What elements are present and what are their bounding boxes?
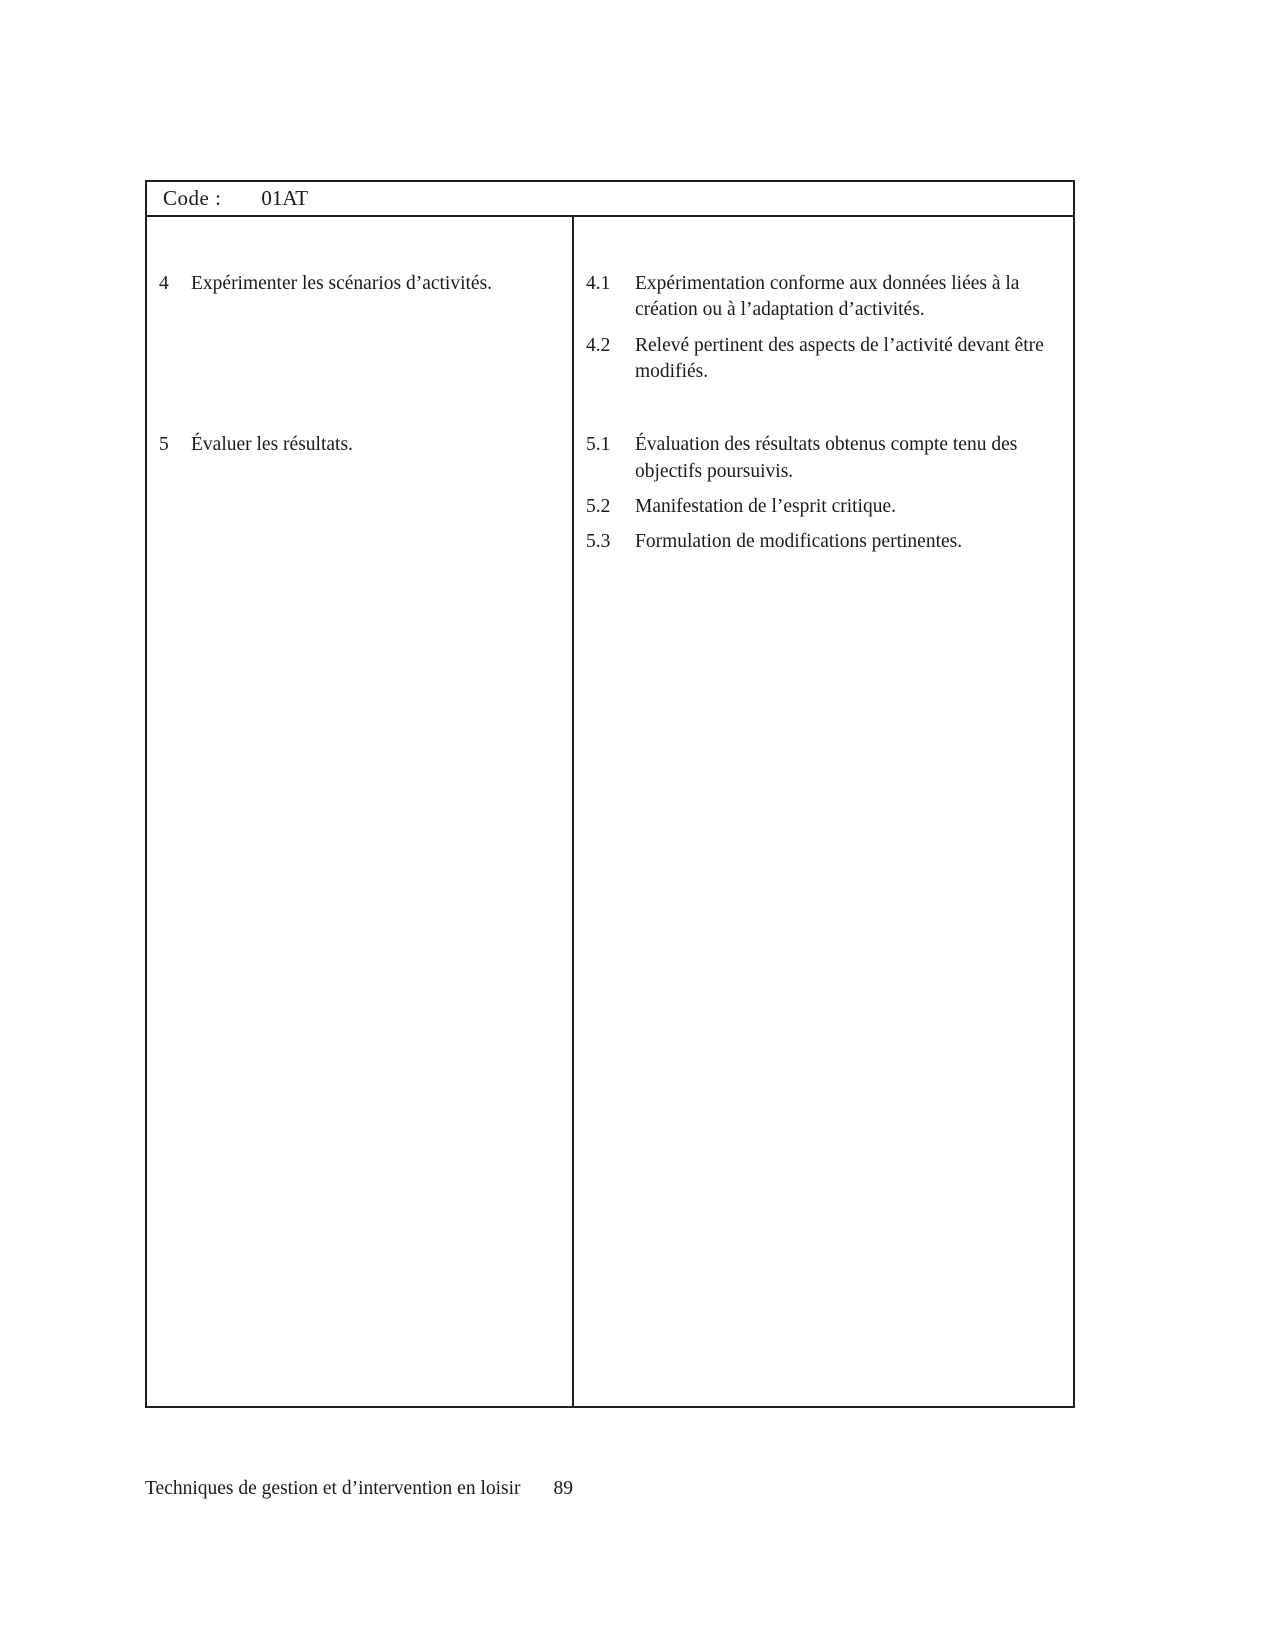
criterion-number: 5.1	[586, 434, 611, 456]
code-value: 01AT	[261, 186, 309, 210]
objective-row-4	[147, 271, 1073, 394]
column-divider	[572, 217, 574, 1406]
criterion-number: 4.1	[586, 273, 611, 294]
page-footer	[145, 1478, 573, 1500]
criterion-text: Formulation de modifications pertinentes.	[635, 531, 963, 553]
objective-number: 5	[159, 434, 169, 456]
objective-cell	[147, 432, 572, 458]
criteria-cell	[572, 432, 1073, 564]
objective-number: 4	[159, 273, 169, 294]
criterion-item	[586, 529, 1059, 555]
objective-cell	[147, 271, 572, 297]
criterion-number: 4.2	[586, 334, 611, 356]
objective-text: Évaluer les résultats.	[191, 434, 353, 456]
criterion-item	[586, 432, 1059, 485]
competency-table	[145, 180, 1075, 1408]
objective-row-5	[147, 432, 1073, 564]
criterion-text: Évaluation des résultats obtenus compte tenu des objectifs poursuivis.	[635, 434, 1018, 482]
criterion-number: 5.3	[586, 531, 611, 553]
objective-text: Expérimenter les scénarios d’activités.	[191, 273, 493, 294]
table-body	[147, 217, 1073, 1406]
criterion-item	[586, 494, 1059, 520]
criterion-text: Relevé pertinent des aspects de l’activité devant être modifiés.	[635, 334, 1044, 382]
criterion-text: Manifestation de l’esprit critique.	[635, 495, 897, 517]
criterion-number: 5.2	[586, 495, 611, 517]
criterion-text: Expérimentation conforme aux données liées à la création ou à l’adaptation d’activités.	[635, 273, 1020, 321]
footer-title: Techniques de gestion et d’intervention en loisir	[145, 1478, 521, 1499]
code-header-row	[147, 182, 1073, 217]
code-label: Code :	[163, 186, 222, 210]
page-number: 89	[553, 1478, 574, 1499]
criterion-item	[586, 271, 1059, 324]
criterion-item	[586, 333, 1059, 386]
criteria-cell	[572, 271, 1073, 394]
